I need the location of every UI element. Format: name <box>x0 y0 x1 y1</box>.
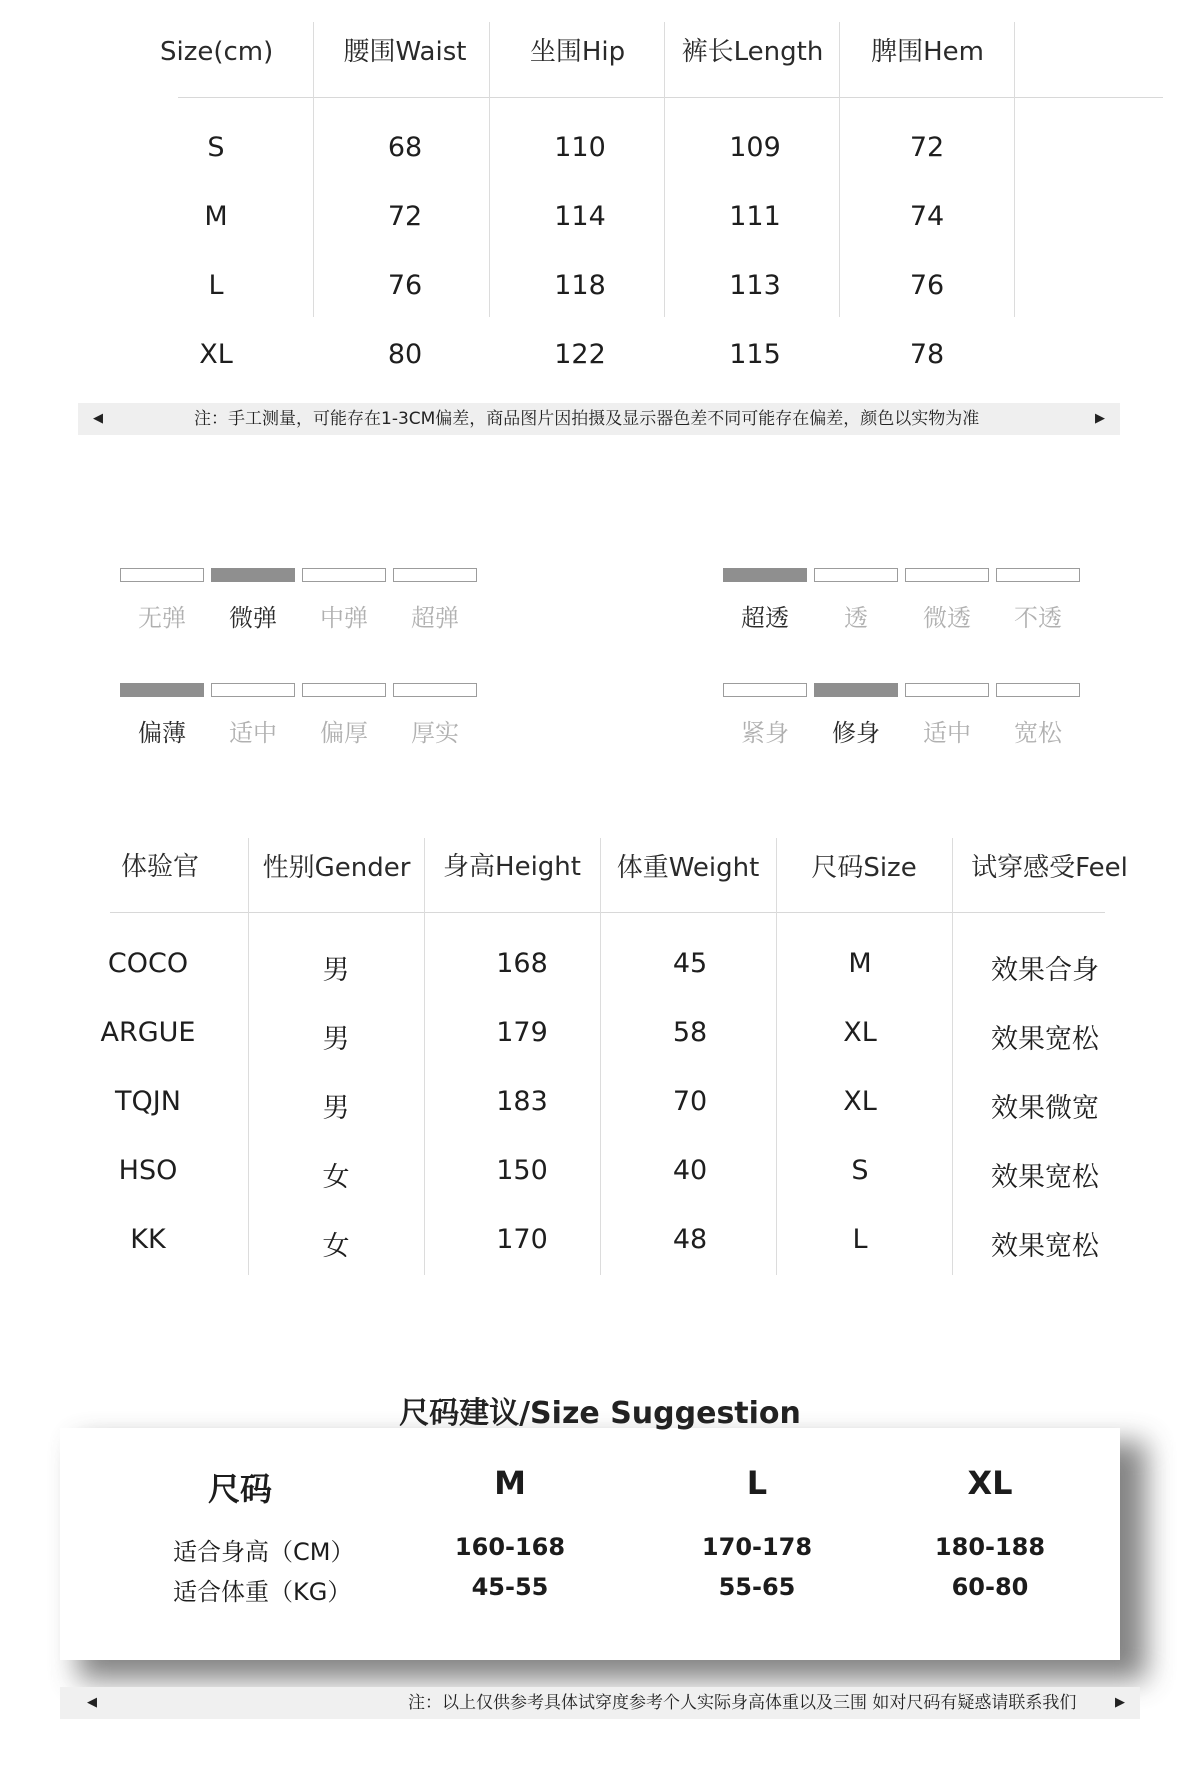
size-cell: M <box>204 201 228 232</box>
tester-table-col-divider <box>248 838 249 1275</box>
hip-cell: 110 <box>554 132 606 163</box>
size-cell: L <box>208 270 224 301</box>
hem-cell: 72 <box>909 132 945 163</box>
tester-name-cell: HSO <box>118 1155 178 1186</box>
size-table-header-size: Size(cm) <box>160 37 274 67</box>
suggestion-height-value: 180-188 <box>934 1533 1046 1561</box>
elasticity-option-label-selected: 微弹 <box>229 604 277 632</box>
tester-gender-cell: 男 <box>322 1024 350 1055</box>
tester-size-cell: L <box>852 1224 868 1255</box>
tester-table-col-divider <box>776 838 777 1275</box>
elasticity-option-label: 无弹 <box>138 604 186 632</box>
hip-cell: 122 <box>554 339 606 370</box>
tester-feel-cell: 效果宽松 <box>991 1024 1099 1055</box>
tester-height-cell: 183 <box>496 1086 548 1117</box>
suggestion-weight-value: 60-80 <box>951 1573 1029 1601</box>
tester-table-header-divider <box>110 912 1105 913</box>
transparency-option-label: 不透 <box>1014 604 1062 632</box>
hem-cell: 78 <box>909 339 945 370</box>
tester-name-cell: ARGUE <box>100 1017 196 1048</box>
suggestion-height-value: 160-168 <box>454 1533 566 1561</box>
tester-height-cell: 168 <box>496 948 548 979</box>
tester-table-col-divider <box>600 838 601 1275</box>
tester-size-cell: M <box>848 948 872 979</box>
thickness-option-label-selected: 偏薄 <box>138 719 186 747</box>
elasticity-option-label: 中弹 <box>320 604 368 632</box>
tester-gender-cell: 男 <box>322 1093 350 1124</box>
transparency-option-label-selected: 超透 <box>741 604 789 632</box>
thickness-option-label: 偏厚 <box>320 719 368 747</box>
length-cell: 113 <box>729 270 781 301</box>
tester-table-header-height: 身高Height <box>443 852 581 882</box>
transparency-option-label: 透 <box>844 604 868 632</box>
length-cell: 109 <box>729 132 781 163</box>
scroll-right-arrow-icon[interactable]: ▶ <box>1115 1695 1125 1710</box>
tester-size-cell: S <box>851 1155 869 1186</box>
tester-gender-cell: 女 <box>322 1231 350 1262</box>
suggestion-title: 尺码建议/Size Suggestion <box>399 1396 801 1431</box>
size-table-header-hem: 脾围Hem <box>871 37 984 67</box>
length-cell: 111 <box>729 201 781 232</box>
length-cell: 115 <box>729 339 781 370</box>
thickness-option-label: 厚实 <box>411 719 459 747</box>
elasticity-option-label: 超弹 <box>411 604 459 632</box>
suggestion-weight-label: 适合体重（KG） <box>173 1578 352 1606</box>
scroll-left-arrow-icon[interactable]: ◀ <box>93 411 103 426</box>
tester-table-header-feel: 试穿感受Feel <box>971 853 1128 883</box>
tester-feel-cell: 效果宽松 <box>991 1231 1099 1262</box>
hip-cell: 118 <box>554 270 606 301</box>
tester-name-cell: COCO <box>107 948 189 979</box>
transparency-option-label: 微透 <box>923 604 971 632</box>
waist-cell: 72 <box>387 201 423 232</box>
size-cell: S <box>207 132 225 163</box>
tester-table-header-size: 尺码Size <box>811 853 917 883</box>
tester-feel-cell: 效果合身 <box>991 955 1099 986</box>
tester-gender-cell: 男 <box>322 955 350 986</box>
tester-table-col-divider <box>424 838 425 1275</box>
size-table-header-waist: 腰围Waist <box>343 37 467 67</box>
measurement-note-text: 注：手工测量，可能存在1-3CM偏差，商品图片因拍摄及显示器色差不同可能存在偏差，颜色以实物为准 <box>194 409 980 429</box>
size-table-header-hip: 坐围Hip <box>529 37 626 67</box>
thickness-option-label: 适中 <box>229 719 277 747</box>
tester-size-cell: XL <box>843 1086 877 1117</box>
tester-weight-cell: 70 <box>672 1086 708 1117</box>
tester-weight-cell: 40 <box>672 1155 708 1186</box>
reference-note-text: 注：以上仅供参考具体试穿度参考个人实际身高体重以及三围 如对尺码有疑惑请联系我们 <box>408 1693 1077 1713</box>
suggestion-size-xl: XL <box>967 1464 1013 1502</box>
fit-option-label: 紧身 <box>741 719 789 747</box>
tester-weight-cell: 45 <box>672 948 708 979</box>
scroll-right-arrow-icon[interactable]: ▶ <box>1095 411 1105 426</box>
tester-table-header-weight: 体重Weight <box>616 853 760 883</box>
tester-name-cell: TQJN <box>115 1086 181 1117</box>
suggestion-size-m: M <box>494 1464 526 1502</box>
tester-table-header-tester: 体验官 <box>120 852 199 882</box>
tester-feel-cell: 效果宽松 <box>991 1162 1099 1193</box>
hem-cell: 76 <box>909 270 945 301</box>
scroll-left-arrow-icon[interactable]: ◀ <box>87 1695 97 1710</box>
tester-height-cell: 170 <box>496 1224 548 1255</box>
suggestion-weight-value: 55-65 <box>718 1573 796 1601</box>
size-table-header-length: 裤长Length <box>681 37 824 67</box>
suggestion-height-label: 适合身高（CM） <box>173 1538 355 1566</box>
tester-height-cell: 150 <box>496 1155 548 1186</box>
waist-cell: 68 <box>387 132 423 163</box>
hip-cell: 114 <box>554 201 606 232</box>
waist-cell: 76 <box>387 270 423 301</box>
suggestion-size-l: L <box>746 1464 768 1502</box>
tester-table-header-gender: 性别Gender <box>262 853 411 883</box>
tester-gender-cell: 女 <box>322 1162 350 1193</box>
tester-table-col-divider <box>952 838 953 1275</box>
tester-feel-cell: 效果微宽 <box>991 1093 1099 1124</box>
hem-cell: 74 <box>909 201 945 232</box>
size-cell: XL <box>199 339 233 370</box>
fit-option-label-selected: 修身 <box>832 719 880 747</box>
suggestion-height-value: 170-178 <box>701 1533 813 1561</box>
reference-note-bar <box>60 1687 1140 1719</box>
tester-weight-cell: 48 <box>672 1224 708 1255</box>
tester-name-cell: KK <box>130 1224 166 1255</box>
tester-height-cell: 179 <box>496 1017 548 1048</box>
tester-size-cell: XL <box>843 1017 877 1048</box>
waist-cell: 80 <box>387 339 423 370</box>
fit-option-label: 适中 <box>923 719 971 747</box>
tester-weight-cell: 58 <box>672 1017 708 1048</box>
suggestion-weight-value: 45-55 <box>471 1573 549 1601</box>
fit-option-label: 宽松 <box>1014 719 1062 747</box>
suggestion-header-label: 尺码 <box>207 1470 272 1508</box>
